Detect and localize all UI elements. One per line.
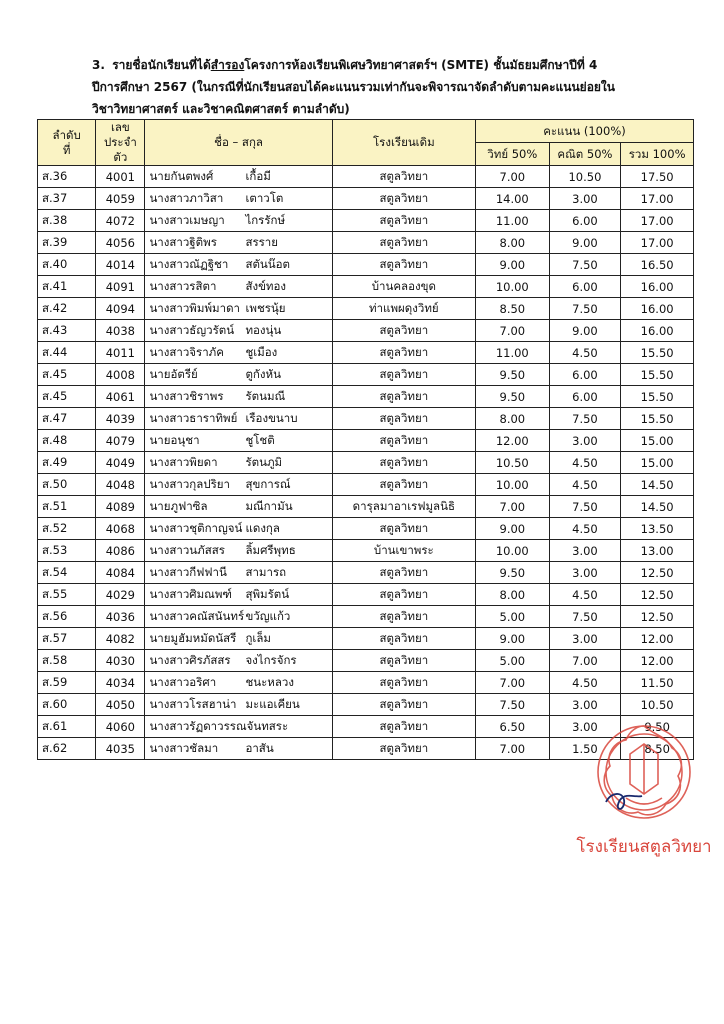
id-cell: 4056: [96, 232, 145, 254]
header-math: คณิต 50%: [549, 143, 621, 166]
total-score-cell: 15.50: [621, 364, 694, 386]
student-first-name: นางสาวกีฟฟานี: [149, 564, 227, 579]
id-cell: 4050: [96, 694, 145, 716]
heading-line-1-end: โครงการห้องเรียนพิเศษวิทยาศาสตร์ฯ (SMTE) ชั้นมัธยมศึกษาปีที่ 4: [244, 58, 598, 72]
school-cell: ท่าแพผดุงวิทย์: [332, 298, 475, 320]
rank-cell: ส.37: [38, 188, 96, 210]
id-cell: 4060: [96, 716, 145, 738]
student-surname: ชูเมือง: [245, 344, 278, 359]
id-cell: 4084: [96, 562, 145, 584]
science-score-cell: 9.50: [475, 364, 549, 386]
total-score-cell: 13.00: [621, 540, 694, 562]
total-score-cell: 12.50: [621, 584, 694, 606]
student-surname: ไกรรักษ์: [245, 212, 286, 227]
rank-cell: ส.49: [38, 452, 96, 474]
id-cell: 4094: [96, 298, 145, 320]
signature-scribble: [606, 794, 642, 809]
total-score-cell: 12.00: [621, 650, 694, 672]
student-first-name: นายภูฟาซิล: [149, 498, 208, 513]
science-score-cell: 8.00: [475, 584, 549, 606]
student-first-name: นางสาวอริศา: [149, 674, 217, 689]
student-surname: ขวัญแก้ว: [245, 608, 291, 623]
id-cell: 4035: [96, 738, 145, 760]
school-cell: สตูลวิทยา: [332, 320, 475, 342]
rank-cell: ส.36: [38, 166, 96, 188]
id-cell: 4072: [96, 210, 145, 232]
student-surname: เกื้อมี: [245, 168, 271, 183]
student-surname: ตูกังหัน: [245, 366, 281, 381]
science-score-cell: 8.00: [475, 232, 549, 254]
table-header: [38, 120, 694, 166]
total-score-cell: 15.00: [621, 430, 694, 452]
school-cell: สตูลวิทยา: [332, 408, 475, 430]
results-table: [37, 119, 694, 760]
student-first-name: นางสาวชัลมา: [149, 740, 219, 755]
science-score-cell: 7.00: [475, 738, 549, 760]
total-score-cell: 11.50: [621, 672, 694, 694]
student-first-name: นางสาวรัฏดาวรรณ: [149, 718, 247, 733]
math-score-cell: 3.00: [549, 188, 621, 210]
math-score-cell: 3.00: [549, 430, 621, 452]
student-first-name: นางสาวธาราทิพย์: [149, 410, 238, 425]
student-surname: ชูโชติ: [245, 432, 275, 447]
school-cell: สตูลวิทยา: [332, 188, 475, 210]
school-cell: สตูลวิทยา: [332, 584, 475, 606]
table-row: [38, 430, 694, 452]
rank-cell: ส.40: [38, 254, 96, 276]
rank-cell: ส.47: [38, 408, 96, 430]
school-cell: ดารุลมาอาเรฟมูลนิธิ: [332, 496, 475, 518]
math-score-cell: 4.50: [549, 474, 621, 496]
school-cell: สตูลวิทยา: [332, 562, 475, 584]
math-score-cell: 6.00: [549, 210, 621, 232]
header-name: ชื่อ – สกุล: [145, 120, 332, 166]
total-score-cell: 15.50: [621, 342, 694, 364]
name-cell: [145, 452, 332, 474]
school-cell: สตูลวิทยา: [332, 254, 475, 276]
science-score-cell: 10.00: [475, 540, 549, 562]
student-surname: สรราย: [245, 234, 279, 249]
student-first-name: นางสาวคณัสนันทร์: [149, 608, 245, 623]
science-score-cell: 7.00: [475, 166, 549, 188]
id-cell: 4049: [96, 452, 145, 474]
table-row: [38, 474, 694, 496]
seal-school-name: โรงเรียนสตูลวิทยา: [576, 837, 712, 857]
id-cell: 4034: [96, 672, 145, 694]
student-surname: เรืองขนาบ: [245, 410, 298, 425]
name-cell: [145, 166, 332, 188]
total-score-cell: 10.50: [621, 694, 694, 716]
student-first-name: นางสาวณัฏฐิชา: [149, 256, 229, 271]
student-first-name: นางสาวภาวิสา: [149, 190, 224, 205]
student-surname: สุขการณ์: [245, 476, 291, 491]
total-score-cell: 17.50: [621, 166, 694, 188]
name-cell: [145, 694, 332, 716]
student-first-name: นางสาวนภัสสร: [149, 542, 225, 557]
math-score-cell: 4.50: [549, 342, 621, 364]
id-cell: 4068: [96, 518, 145, 540]
id-cell: 4086: [96, 540, 145, 562]
student-first-name: นางสาวโรสฮาน่า: [149, 696, 237, 711]
id-cell: 4030: [96, 650, 145, 672]
school-cell: บ้านคลองขุด: [332, 276, 475, 298]
student-surname: สามารถ: [245, 564, 287, 579]
math-score-cell: 7.50: [549, 254, 621, 276]
total-score-cell: 15.50: [621, 386, 694, 408]
school-cell: สตูลวิทยา: [332, 474, 475, 496]
id-cell: 4008: [96, 364, 145, 386]
total-score-cell: 17.00: [621, 210, 694, 232]
student-first-name: นางสาวรสิตา: [149, 278, 217, 293]
table-row: [38, 584, 694, 606]
name-cell: [145, 188, 332, 210]
student-first-name: นางสาวศิมณพฑ์: [149, 586, 232, 601]
math-score-cell: 7.50: [549, 606, 621, 628]
science-score-cell: 10.00: [475, 474, 549, 496]
total-score-cell: 15.50: [621, 408, 694, 430]
id-cell: 4036: [96, 606, 145, 628]
table-row: [38, 298, 694, 320]
math-score-cell: 6.00: [549, 364, 621, 386]
id-cell: 4011: [96, 342, 145, 364]
school-cell: สตูลวิทยา: [332, 364, 475, 386]
student-surname: อาสัน: [245, 740, 274, 755]
table-row: [38, 628, 694, 650]
science-score-cell: 7.50: [475, 694, 549, 716]
name-cell: [145, 496, 332, 518]
math-score-cell: 3.00: [549, 628, 621, 650]
table-row: [38, 496, 694, 518]
table-row: [38, 518, 694, 540]
science-score-cell: 9.00: [475, 628, 549, 650]
table-row: [38, 408, 694, 430]
rank-cell: ส.56: [38, 606, 96, 628]
student-first-name: นางสาวพิยดา: [149, 454, 218, 469]
rank-cell: ส.58: [38, 650, 96, 672]
science-score-cell: 5.00: [475, 606, 549, 628]
name-cell: [145, 628, 332, 650]
name-cell: [145, 474, 332, 496]
name-cell: [145, 298, 332, 320]
table-row: [38, 672, 694, 694]
total-score-cell: 12.50: [621, 606, 694, 628]
school-cell: สตูลวิทยา: [332, 694, 475, 716]
science-score-cell: 14.00: [475, 188, 549, 210]
rank-cell: ส.55: [38, 584, 96, 606]
student-surname: มณีกามัน: [245, 498, 293, 513]
rank-cell: ส.45: [38, 364, 96, 386]
student-surname: จงไกรจักร: [245, 652, 297, 667]
student-surname: มะแอเคียน: [245, 696, 300, 711]
rank-cell: ส.43: [38, 320, 96, 342]
total-score-cell: 15.00: [621, 452, 694, 474]
header-school: โรงเรียนเดิม: [332, 120, 475, 166]
name-cell: [145, 386, 332, 408]
math-score-cell: 4.50: [549, 452, 621, 474]
rank-cell: ส.45: [38, 386, 96, 408]
name-cell: [145, 716, 332, 738]
science-score-cell: 5.00: [475, 650, 549, 672]
table-body: [38, 166, 694, 760]
student-first-name: นางสาวศิรภัสสร: [149, 652, 231, 667]
school-cell: สตูลวิทยา: [332, 342, 475, 364]
rank-cell: ส.54: [38, 562, 96, 584]
school-cell: สตูลวิทยา: [332, 430, 475, 452]
total-score-cell: 16.00: [621, 276, 694, 298]
id-cell: 4089: [96, 496, 145, 518]
math-score-cell: 4.50: [549, 518, 621, 540]
rank-cell: ส.48: [38, 430, 96, 452]
table-row: [38, 320, 694, 342]
math-score-cell: 3.00: [549, 562, 621, 584]
total-score-cell: 14.50: [621, 474, 694, 496]
table-row: [38, 254, 694, 276]
total-score-cell: 16.00: [621, 298, 694, 320]
student-surname: ชนะหลวง: [245, 674, 294, 689]
science-score-cell: 9.50: [475, 562, 549, 584]
science-score-cell: 8.50: [475, 298, 549, 320]
math-score-cell: 9.00: [549, 232, 621, 254]
student-surname: รัตนมณี: [245, 388, 286, 403]
total-score-cell: 17.00: [621, 232, 694, 254]
student-first-name: นางสาวจิราภัค: [149, 344, 224, 359]
heading-line-3: วิชาวิทยาศาสตร์ และวิชาคณิตศาสตร์ ตามลำดับ): [92, 102, 350, 116]
name-cell: [145, 650, 332, 672]
id-cell: 4039: [96, 408, 145, 430]
id-cell: 4048: [96, 474, 145, 496]
table-row: [38, 364, 694, 386]
rank-cell: ส.51: [38, 496, 96, 518]
table-row: [38, 650, 694, 672]
student-surname: สังข์ทอง: [245, 278, 287, 293]
heading-line-2: ปีการศึกษา 2567 (ในกรณีที่นักเรียนสอบได้คะแนนรวมเท่ากันจะพิจารณาจัดลำดับตามคะแนนย่อยใน: [92, 80, 615, 94]
student-surname: จันทสระ: [246, 718, 289, 733]
school-cell: สตูลวิทยา: [332, 628, 475, 650]
heading-number: 3.: [92, 58, 105, 72]
table-row: [38, 452, 694, 474]
science-score-cell: 7.00: [475, 320, 549, 342]
math-score-cell: 7.50: [549, 298, 621, 320]
science-score-cell: 9.50: [475, 386, 549, 408]
student-surname: ลิ้มศรีพุทธ: [245, 542, 296, 557]
rank-cell: ส.62: [38, 738, 96, 760]
document-heading: [92, 54, 692, 120]
school-cell: สตูลวิทยา: [332, 210, 475, 232]
rank-cell: ส.53: [38, 540, 96, 562]
table-row: [38, 232, 694, 254]
science-score-cell: 11.00: [475, 210, 549, 232]
name-cell: [145, 518, 332, 540]
total-score-cell: 16.00: [621, 320, 694, 342]
school-cell: สตูลวิทยา: [332, 716, 475, 738]
rank-cell: ส.42: [38, 298, 96, 320]
science-score-cell: 12.00: [475, 430, 549, 452]
school-cell: สตูลวิทยา: [332, 166, 475, 188]
total-score-cell: 13.50: [621, 518, 694, 540]
id-cell: 4061: [96, 386, 145, 408]
math-score-cell: 7.50: [549, 496, 621, 518]
header-total: รวม 100%: [621, 143, 694, 166]
student-first-name: นางสาวพิมพ์มาดา: [149, 300, 241, 315]
header-score-group: คะแนน (100%): [475, 120, 693, 143]
name-cell: [145, 276, 332, 298]
student-first-name: นายอนุชา: [149, 432, 200, 447]
math-score-cell: 6.00: [549, 276, 621, 298]
name-cell: [145, 210, 332, 232]
rank-cell: ส.60: [38, 694, 96, 716]
table-row: [38, 694, 694, 716]
id-cell: 4001: [96, 166, 145, 188]
name-cell: [145, 430, 332, 452]
school-cell: สตูลวิทยา: [332, 452, 475, 474]
school-cell: สตูลวิทยา: [332, 518, 475, 540]
math-score-cell: 10.50: [549, 166, 621, 188]
name-cell: [145, 408, 332, 430]
student-surname: สุพิมรัตน์: [245, 586, 290, 601]
rank-cell: ส.38: [38, 210, 96, 232]
student-first-name: นางสาวธัญวรัตน์: [149, 322, 235, 337]
student-first-name: นางสาวชุติกาญจน์: [149, 520, 243, 535]
total-score-cell: 17.00: [621, 188, 694, 210]
rank-cell: ส.44: [38, 342, 96, 364]
school-cell: สตูลวิทยา: [332, 232, 475, 254]
student-first-name: นางสาวกุลปริยา: [149, 476, 230, 491]
math-score-cell: 3.00: [549, 716, 621, 738]
table-row: [38, 276, 694, 298]
heading-underlined-word: สำรอง: [210, 58, 245, 72]
science-score-cell: 7.00: [475, 672, 549, 694]
table-row: [38, 166, 694, 188]
id-cell: 4029: [96, 584, 145, 606]
total-score-cell: 14.50: [621, 496, 694, 518]
student-first-name: นางสาวชิราพร: [149, 388, 224, 403]
student-first-name: นายกันตพงศ์: [149, 168, 214, 183]
math-score-cell: 9.00: [549, 320, 621, 342]
student-surname: รัตนภูมิ: [245, 454, 283, 469]
id-cell: 4038: [96, 320, 145, 342]
total-score-cell: 9.50: [621, 716, 694, 738]
name-cell: [145, 254, 332, 276]
id-cell: 4079: [96, 430, 145, 452]
name-cell: [145, 540, 332, 562]
name-cell: [145, 232, 332, 254]
school-cell: บ้านเขาพระ: [332, 540, 475, 562]
school-cell: สตูลวิทยา: [332, 650, 475, 672]
table-row: [38, 210, 694, 232]
science-score-cell: 7.00: [475, 496, 549, 518]
science-score-cell: 11.00: [475, 342, 549, 364]
header-rank: ลำดับ ที่: [38, 120, 96, 166]
rank-cell: ส.50: [38, 474, 96, 496]
total-score-cell: 12.00: [621, 628, 694, 650]
name-cell: [145, 672, 332, 694]
science-score-cell: 9.00: [475, 518, 549, 540]
math-score-cell: 6.00: [549, 386, 621, 408]
table-row: [38, 606, 694, 628]
name-cell: [145, 320, 332, 342]
student-surname: แดงกุล: [245, 520, 280, 535]
name-cell: [145, 738, 332, 760]
math-score-cell: 3.00: [549, 540, 621, 562]
table-row: [38, 540, 694, 562]
id-cell: 4059: [96, 188, 145, 210]
math-score-cell: 4.50: [549, 584, 621, 606]
heading-line-1: [92, 54, 692, 76]
school-cell: สตูลวิทยา: [332, 672, 475, 694]
header-id: เลข ประจำตัว: [96, 120, 145, 166]
math-score-cell: 7.00: [549, 650, 621, 672]
student-surname: ทองนุ่น: [245, 322, 282, 337]
student-first-name: นายอัตรีย์: [149, 366, 198, 381]
rank-cell: ส.61: [38, 716, 96, 738]
heading-line-1-start: รายชื่อนักเรียนที่ได้: [112, 58, 211, 72]
name-cell: [145, 364, 332, 386]
student-surname: เพชรนุ้ย: [245, 300, 286, 315]
school-cell: สตูลวิทยา: [332, 738, 475, 760]
total-score-cell: 8.50: [621, 738, 694, 760]
science-score-cell: 9.00: [475, 254, 549, 276]
rank-cell: ส.39: [38, 232, 96, 254]
school-cell: สตูลวิทยา: [332, 606, 475, 628]
name-cell: [145, 562, 332, 584]
science-score-cell: 10.50: [475, 452, 549, 474]
total-score-cell: 16.50: [621, 254, 694, 276]
student-surname: เตาวโต: [245, 190, 284, 205]
id-cell: 4091: [96, 276, 145, 298]
student-first-name: นายมูฮัมหมัดนัสรี: [149, 630, 237, 645]
math-score-cell: 1.50: [549, 738, 621, 760]
science-score-cell: 6.50: [475, 716, 549, 738]
name-cell: [145, 606, 332, 628]
name-cell: [145, 342, 332, 364]
student-surname: กูเล็ม: [245, 630, 271, 645]
science-score-cell: 10.00: [475, 276, 549, 298]
student-first-name: นางสาวเมษญา: [149, 212, 225, 227]
table-row: [38, 342, 694, 364]
science-score-cell: 8.00: [475, 408, 549, 430]
student-first-name: นางสาวฐิติพร: [149, 234, 217, 249]
rank-cell: ส.52: [38, 518, 96, 540]
rank-cell: ส.59: [38, 672, 96, 694]
math-score-cell: 3.00: [549, 694, 621, 716]
id-cell: 4082: [96, 628, 145, 650]
total-score-cell: 12.50: [621, 562, 694, 584]
table-row: [38, 562, 694, 584]
school-cell: สตูลวิทยา: [332, 386, 475, 408]
rank-cell: ส.41: [38, 276, 96, 298]
table-row: [38, 188, 694, 210]
header-science: วิทย์ 50%: [475, 143, 549, 166]
math-score-cell: 4.50: [549, 672, 621, 694]
name-cell: [145, 584, 332, 606]
table-row: [38, 386, 694, 408]
rank-cell: ส.57: [38, 628, 96, 650]
student-surname: สตันน๊อต: [245, 256, 291, 271]
id-cell: 4014: [96, 254, 145, 276]
math-score-cell: 7.50: [549, 408, 621, 430]
